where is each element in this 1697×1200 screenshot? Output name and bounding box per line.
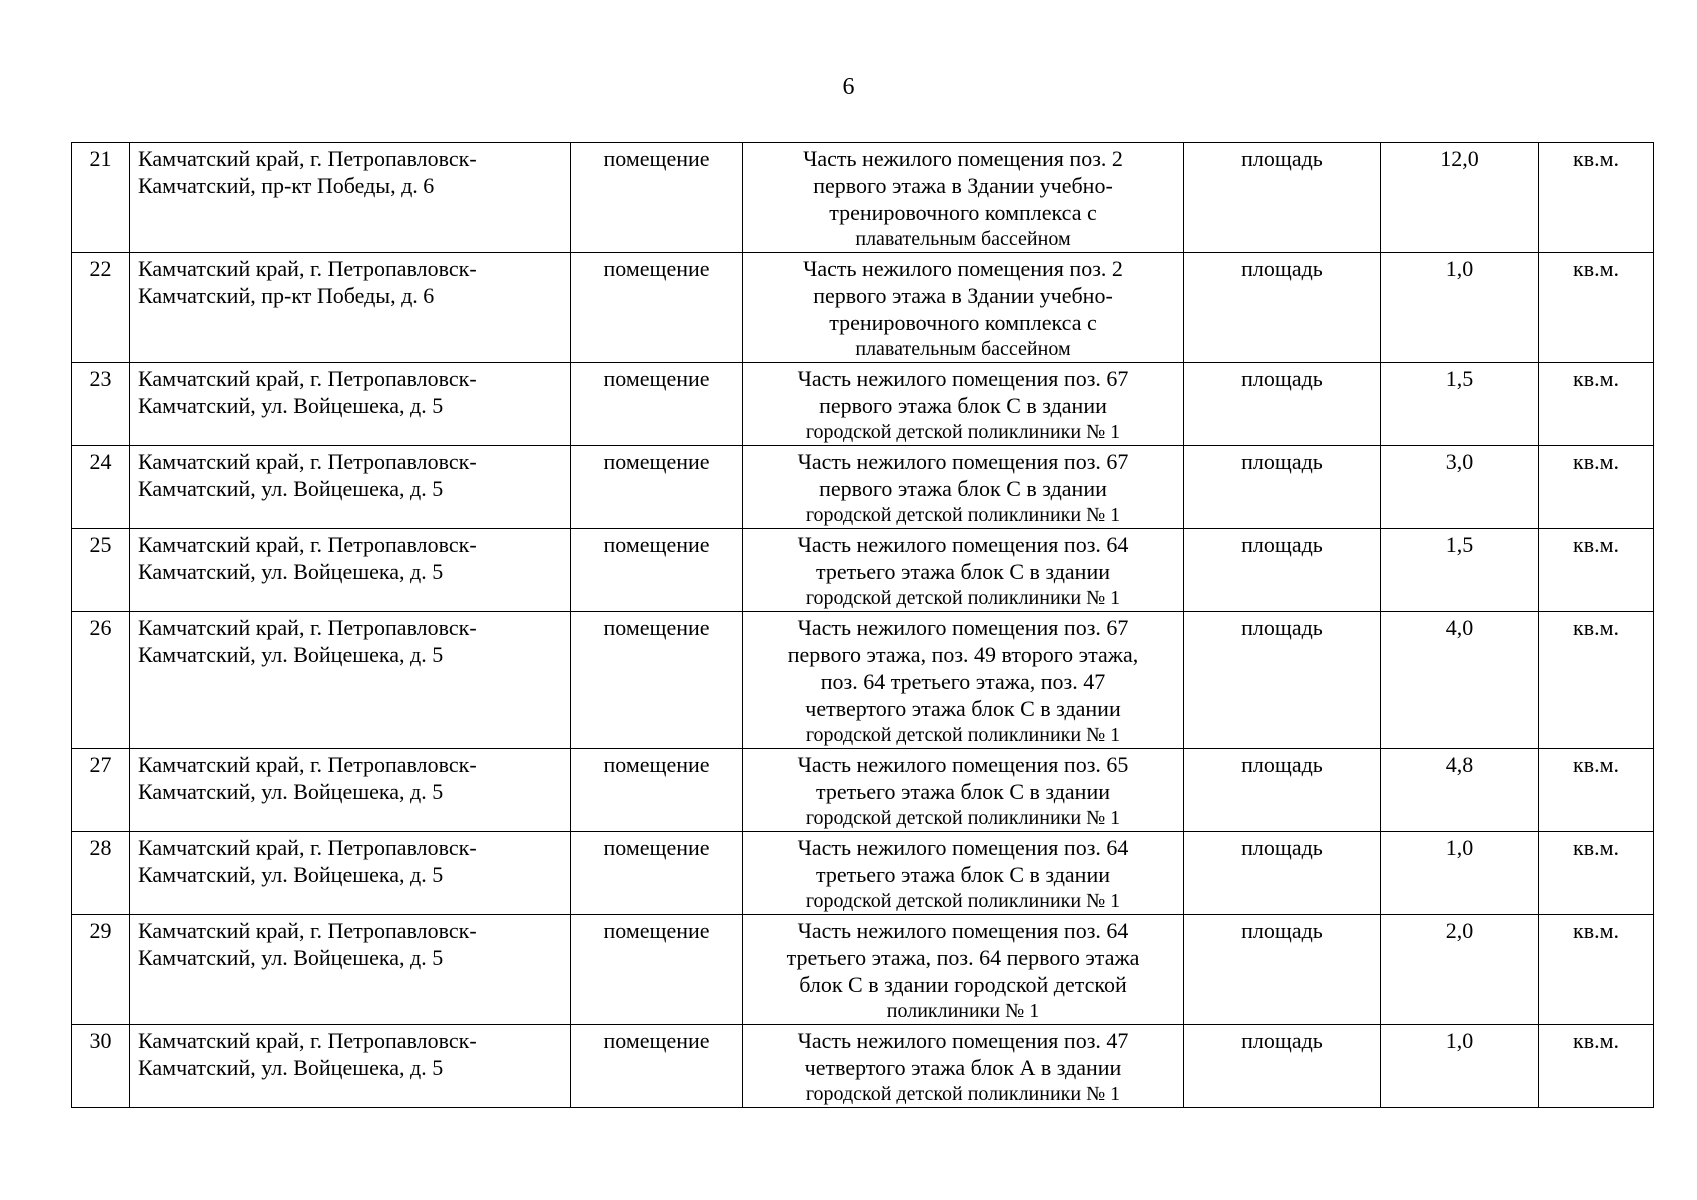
description-cell <box>743 832 1184 915</box>
address-line: Камчатский край, г. Петропавловск- <box>138 532 477 557</box>
address-cell <box>130 363 571 446</box>
table-row <box>72 915 1654 1025</box>
address-line: Камчатский край, г. Петропавловск- <box>138 615 477 640</box>
description-cell <box>743 363 1184 446</box>
description-line: городской детской поликлиники № 1 <box>805 587 1121 609</box>
description-cell <box>743 253 1184 363</box>
address-line: Камчатский край, г. Петропавловск- <box>138 835 477 860</box>
description-cell <box>743 529 1184 612</box>
description-line: плавательным бассейном <box>855 228 1071 250</box>
description-line: Часть нежилого помещения поз. 65 <box>797 752 1129 777</box>
value-cell: 1,5 <box>1381 529 1539 612</box>
row-number-cell: 30 <box>72 1025 130 1108</box>
value-cell: 1,5 <box>1381 363 1539 446</box>
parameter-cell: площадь <box>1184 915 1381 1025</box>
property-registry-table <box>71 142 1654 1108</box>
description-line: первого этажа в Здании учебно- <box>813 283 1113 308</box>
description-line: Часть нежилого помещения поз. 2 <box>803 146 1123 171</box>
row-number-cell: 23 <box>72 363 130 446</box>
description-line: поликлиники № 1 <box>886 1000 1040 1022</box>
object-type-cell: помещение <box>571 143 743 253</box>
object-type-cell: помещение <box>571 915 743 1025</box>
address-cell <box>130 253 571 363</box>
address-line: Камчатский край, г. Петропавловск- <box>138 918 477 943</box>
value-cell: 4,0 <box>1381 612 1539 749</box>
description-line: первого этажа блок С в здании <box>819 476 1107 501</box>
description-line: первого этажа, поз. 49 второго этажа, <box>787 642 1139 667</box>
address-cell <box>130 832 571 915</box>
parameter-cell: площадь <box>1184 749 1381 832</box>
description-line: городской детской поликлиники № 1 <box>805 421 1121 443</box>
description-line: Часть нежилого помещения поз. 67 <box>797 615 1129 640</box>
object-type-cell: помещение <box>571 1025 743 1108</box>
object-type-cell: помещение <box>571 363 743 446</box>
unit-cell: кв.м. <box>1539 529 1654 612</box>
value-cell: 2,0 <box>1381 915 1539 1025</box>
parameter-cell: площадь <box>1184 529 1381 612</box>
table-row <box>72 832 1654 915</box>
table-row <box>72 143 1654 253</box>
description-line: третьего этажа блок С в здании <box>815 779 1111 804</box>
address-line: Камчатский, ул. Войцешека, д. 5 <box>138 642 444 667</box>
description-line: Часть нежилого помещения поз. 67 <box>797 366 1129 391</box>
parameter-cell: площадь <box>1184 1025 1381 1108</box>
row-number-cell: 24 <box>72 446 130 529</box>
unit-cell: кв.м. <box>1539 143 1654 253</box>
address-line: Камчатский, ул. Войцешека, д. 5 <box>138 476 444 501</box>
unit-cell: кв.м. <box>1539 612 1654 749</box>
unit-cell: кв.м. <box>1539 832 1654 915</box>
description-line: городской детской поликлиники № 1 <box>805 1083 1121 1105</box>
description-line: городской детской поликлиники № 1 <box>805 890 1121 912</box>
unit-cell: кв.м. <box>1539 749 1654 832</box>
description-line: тренировочного комплекса с <box>829 310 1097 335</box>
page-number: 6 <box>842 74 855 100</box>
value-cell: 4,8 <box>1381 749 1539 832</box>
address-cell <box>130 529 571 612</box>
value-cell: 1,0 <box>1381 253 1539 363</box>
unit-cell: кв.м. <box>1539 446 1654 529</box>
description-line: плавательным бассейном <box>855 338 1071 360</box>
description-line: третьего этажа блок С в здании <box>815 559 1111 584</box>
table-row <box>72 363 1654 446</box>
value-cell: 1,0 <box>1381 832 1539 915</box>
address-cell <box>130 612 571 749</box>
row-number-cell: 22 <box>72 253 130 363</box>
description-cell <box>743 143 1184 253</box>
address-line: Камчатский край, г. Петропавловск- <box>138 1028 477 1053</box>
address-cell <box>130 1025 571 1108</box>
address-line: Камчатский, ул. Войцешека, д. 5 <box>138 862 444 887</box>
description-line: первого этажа блок С в здании <box>819 393 1107 418</box>
table-row <box>72 529 1654 612</box>
address-cell <box>130 915 571 1025</box>
parameter-cell: площадь <box>1184 832 1381 915</box>
unit-cell: кв.м. <box>1539 915 1654 1025</box>
description-line: городской детской поликлиники № 1 <box>805 504 1121 526</box>
row-number-cell: 21 <box>72 143 130 253</box>
table-row <box>72 253 1654 363</box>
address-line: Камчатский край, г. Петропавловск- <box>138 752 477 777</box>
object-type-cell: помещение <box>571 446 743 529</box>
parameter-cell: площадь <box>1184 253 1381 363</box>
description-cell <box>743 749 1184 832</box>
description-line: блок С в здании городской детской <box>799 972 1127 997</box>
description-line: Часть нежилого помещения поз. 47 <box>797 1028 1129 1053</box>
description-cell <box>743 1025 1184 1108</box>
address-line: Камчатский, ул. Войцешека, д. 5 <box>138 945 444 970</box>
address-line: Камчатский, ул. Войцешека, д. 5 <box>138 559 444 584</box>
object-type-cell: помещение <box>571 749 743 832</box>
address-line: Камчатский край, г. Петропавловск- <box>138 256 477 281</box>
address-cell <box>130 446 571 529</box>
object-type-cell: помещение <box>571 832 743 915</box>
description-line: городской детской поликлиники № 1 <box>805 807 1121 829</box>
description-line: городской детской поликлиники № 1 <box>805 724 1121 746</box>
unit-cell: кв.м. <box>1539 1025 1654 1108</box>
parameter-cell: площадь <box>1184 446 1381 529</box>
description-line: Часть нежилого помещения поз. 2 <box>803 256 1123 281</box>
row-number-cell: 25 <box>72 529 130 612</box>
row-number-cell: 29 <box>72 915 130 1025</box>
address-line: Камчатский край, г. Петропавловск- <box>138 449 477 474</box>
registry-body <box>72 143 1654 1108</box>
parameter-cell: площадь <box>1184 612 1381 749</box>
description-line: Часть нежилого помещения поз. 64 <box>797 918 1129 943</box>
value-cell: 3,0 <box>1381 446 1539 529</box>
row-number-cell: 26 <box>72 612 130 749</box>
parameter-cell: площадь <box>1184 143 1381 253</box>
description-line: Часть нежилого помещения поз. 67 <box>797 449 1129 474</box>
address-line: Камчатский, ул. Войцешека, д. 5 <box>138 1055 444 1080</box>
object-type-cell: помещение <box>571 612 743 749</box>
object-type-cell: помещение <box>571 529 743 612</box>
description-line: четвертого этажа блок А в здании <box>804 1055 1122 1080</box>
address-cell <box>130 749 571 832</box>
value-cell: 1,0 <box>1381 1025 1539 1108</box>
description-line: четвертого этажа блок С в здании <box>805 696 1121 721</box>
description-cell <box>743 612 1184 749</box>
description-line: Часть нежилого помещения поз. 64 <box>797 532 1129 557</box>
address-line: Камчатский, ул. Войцешека, д. 5 <box>138 393 444 418</box>
object-type-cell: помещение <box>571 253 743 363</box>
address-line: Камчатский, пр-кт Победы, д. 6 <box>138 283 435 308</box>
address-line: Камчатский край, г. Петропавловск- <box>138 146 477 171</box>
address-cell <box>130 143 571 253</box>
row-number-cell: 27 <box>72 749 130 832</box>
description-line: третьего этажа блок С в здании <box>815 862 1111 887</box>
unit-cell: кв.м. <box>1539 253 1654 363</box>
description-cell <box>743 915 1184 1025</box>
table-row <box>72 612 1654 749</box>
table-row <box>72 749 1654 832</box>
parameter-cell: площадь <box>1184 363 1381 446</box>
address-line: Камчатский, ул. Войцешека, д. 5 <box>138 779 444 804</box>
description-line: поз. 64 третьего этажа, поз. 47 <box>820 669 1106 694</box>
description-line: первого этажа в Здании учебно- <box>813 173 1113 198</box>
address-line: Камчатский, пр-кт Победы, д. 6 <box>138 173 435 198</box>
description-line: Часть нежилого помещения поз. 64 <box>797 835 1129 860</box>
description-line: третьего этажа, поз. 64 первого этажа <box>786 945 1140 970</box>
value-cell: 12,0 <box>1381 143 1539 253</box>
description-cell <box>743 446 1184 529</box>
address-line: Камчатский край, г. Петропавловск- <box>138 366 477 391</box>
description-line: тренировочного комплекса с <box>829 200 1097 225</box>
unit-cell: кв.м. <box>1539 363 1654 446</box>
table-row <box>72 446 1654 529</box>
table-row <box>72 1025 1654 1108</box>
row-number-cell: 28 <box>72 832 130 915</box>
